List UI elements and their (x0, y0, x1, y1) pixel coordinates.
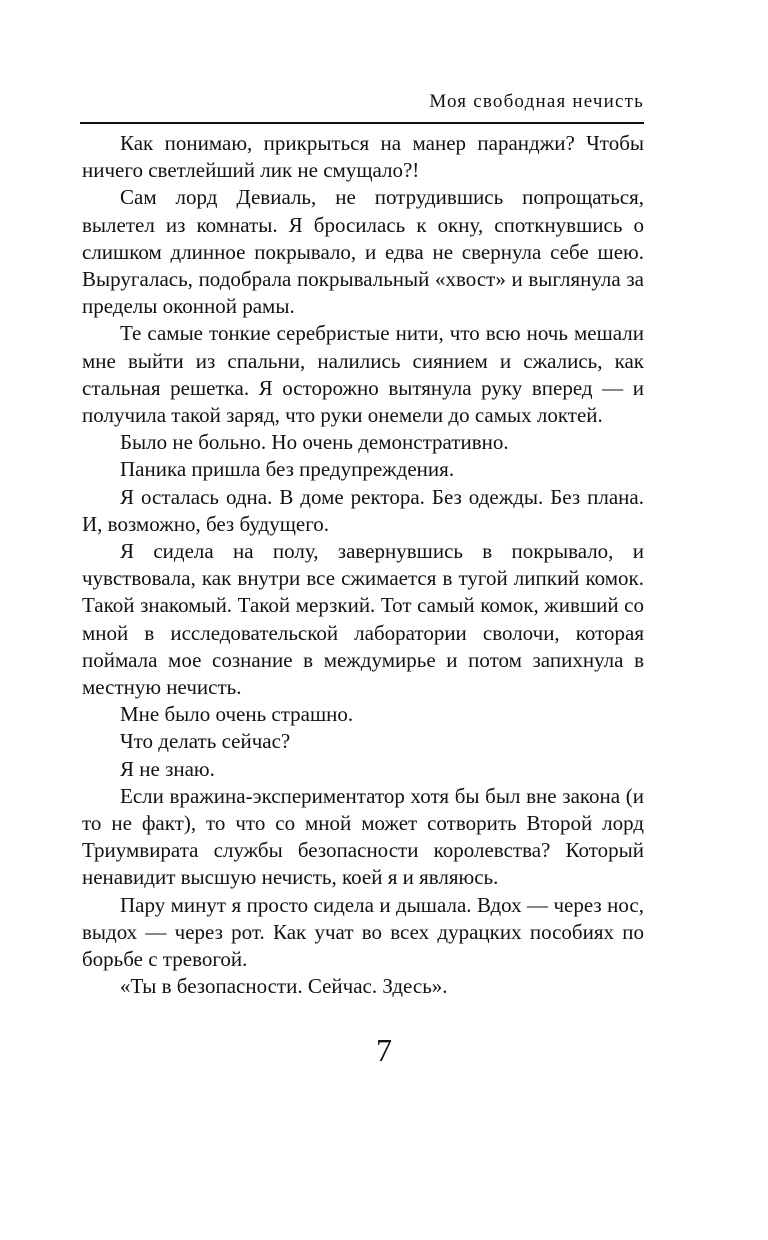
header-rule (80, 122, 644, 124)
paragraph: Если вражина-экспериментатор хотя бы был вне закона (и то не факт), то что со мной может сотворить Второй лорд Триумвирата службы безопасности королевства? Который ненавидит высшую нечисть, коей я и являюсь. (82, 783, 644, 890)
paragraph: Пару минут я просто сидела и дышала. Вдох — через нос, выдох — через рот. Как учат во всех дурацких пособиях по борьбе с тревогой. (82, 892, 644, 972)
paragraph: Было не больно. Но очень демонстративно. (120, 430, 509, 455)
paragraph: «Ты в безопасности. Сейчас. Здесь». (120, 974, 448, 999)
paragraph: Что делать сейчас? (120, 729, 291, 754)
page-body (82, 130, 644, 1001)
paragraph: Мне было очень страшно. (120, 702, 354, 727)
running-title: Моя свободная нечисть (429, 91, 644, 112)
paragraph: Те самые тонкие серебристые нити, что всю ночь мешали мне выйти из спальни, налились сиянием и сжались, как стальная решетка. Я осторожно вытянула руку вперед — и получила такой заряд, что руки онемели до самых локтей. (82, 321, 644, 428)
paragraph: Я сидела на полу, завернувшись в покрывало, и чувствовала, как внутри все сжимается в тугой липкий комок. Такой знакомый. Такой мерзкий. Тот самый комок, живший со мной в исследовательской лаборатории сволочи, которая поймала мое сознание в междумирье и потом запихнула в местную нечисть. (82, 539, 644, 700)
paragraph: Сам лорд Девиаль, не потрудившись попрощаться, вылетел из комнаты. Я бросилась к окну, споткнувшись о слишком длинное покрывало, и едва не свернула себе шею. Выругалась, подобрала покрывальный «хвост» и выглянула за пределы оконной рамы. (82, 185, 644, 319)
page-number: 7 (376, 1032, 392, 1068)
paragraph: Я не знаю. (120, 756, 215, 781)
paragraph: Как понимаю, прикрыться на манер паранджи? Чтобы ничего светлейший лик не смущало?! (82, 131, 644, 183)
paragraph: Я осталась одна. В доме ректора. Без одежды. Без плана. И, возможно, без будущего. (82, 484, 644, 536)
paragraph: Паника пришла без предупреждения. (120, 457, 455, 482)
